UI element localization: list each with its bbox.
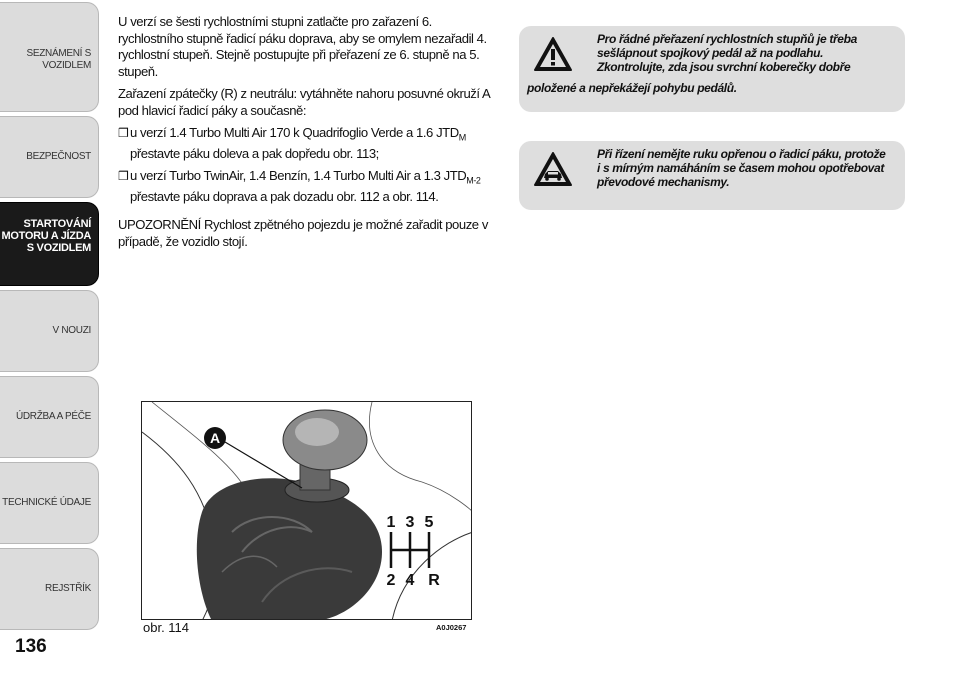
tab-udrzba-a-pece[interactable] [0, 376, 99, 458]
bullet-text: u verzí Turbo TwinAir, 1.4 Benzín, 1.4 Turbo Multi Air a 1.3 JTD [130, 167, 467, 183]
gear-number-3: 3 [405, 514, 415, 531]
tab-label: V NOUZI [52, 325, 91, 336]
gear-lever-illustration [142, 402, 472, 620]
bullet-text-cont: přestavte páku doleva a pak dopředu obr. 113; [130, 146, 379, 162]
paragraph-warning-note: UPOZORNĚNÍ Rychlost zpětného pojezdu je možné zařadit pouze v případě, že vozidlo stojí. [118, 217, 488, 249]
bullet-text: u verzí 1.4 Turbo Multi Air 170 k Quadrifoglio Verde a 1.6 JTD [130, 125, 459, 140]
tab-startovani-motoru[interactable] [0, 202, 99, 286]
warning-text: Pro řádné přeřazení rychlostních stupňů je třeba sešlápnout spojkový pedál až na podlahu. Zkontrolujte, zda jsou svrchní koberečky dobře [597, 32, 857, 74]
tab-bezpecnost[interactable] [0, 116, 99, 198]
figure-code: A0J0267 [436, 623, 467, 632]
gear-letter-r: R [428, 572, 440, 589]
tab-rejstrik[interactable] [0, 548, 99, 630]
tab-label: TECHNICKÉ ÚDAJE [2, 497, 91, 508]
gear-number-1: 1 [386, 514, 396, 531]
gear-number-4: 4 [405, 572, 415, 589]
warning-text: Při řízení nemějte ruku opřenou o řadicí páku, protože i s mírným namáháním se časem mohou opotřebovat převodové mechanismy. [597, 147, 886, 189]
warning-box-clutch [519, 26, 905, 112]
tab-label: REJSTŘÍK [45, 583, 91, 594]
car-warning-icon [533, 151, 573, 187]
bullet-box-icon: ❒ [118, 168, 129, 183]
tab-seznameni-s-vozidlem[interactable] [0, 2, 99, 112]
gear-pattern-diagram [387, 514, 441, 589]
figure-label-a: A [209, 430, 221, 446]
warning-text-cont: položené a nepřekážejí pohybu pedálů. [527, 81, 737, 95]
gear-number-5: 5 [424, 514, 434, 531]
figure-caption: obr. 114 [143, 620, 190, 635]
tab-technicke-udaje[interactable] [0, 462, 99, 544]
page-number: 136 [15, 636, 47, 657]
warning-box-hand-on-lever [519, 141, 905, 210]
gear-number-2: 2 [386, 572, 396, 589]
warning-triangle-icon [533, 36, 573, 72]
list-item [118, 168, 494, 206]
bullet-box-icon: ❒ [118, 126, 129, 140]
bullet-subscript: M-2 [466, 175, 481, 186]
gear-lever-figure [141, 401, 472, 620]
paragraph-reverse-gear: Zařazení zpátečky (R) z neutrálu: vytáhněte nahoru posuvné okruží A pod hlavicí řadicí páky a současně: [118, 86, 490, 118]
main-text-column [118, 14, 494, 256]
tab-v-nouzi[interactable] [0, 290, 99, 372]
list-item [118, 125, 494, 163]
tab-label: SEZNÁMENÍ S VOZIDLEM [26, 48, 91, 71]
tab-label: ÚDRŽBA A PÉČE [15, 411, 91, 422]
bullet-subscript: M [458, 132, 466, 143]
tab-label: STARTOVÁNÍ MOTORU A JÍZDA S VOZIDLEM [1, 218, 91, 254]
paragraph-sixth-gear: U verzí se šesti rychlostními stupni zatlačte pro zařazení 6. rychlostního stupně řadicí páku doprava, aby se omylem nezařadil 4. rychlostní stupeň. Stejně postupujte při přeřazení ze 6. stupně na 5. stupeň. [118, 14, 487, 79]
bullet-text-cont: přestavte páku doprava a pak dozadu obr. 112 a obr. 114. [130, 188, 439, 204]
tab-label: BEZPEČNOST [26, 151, 91, 162]
